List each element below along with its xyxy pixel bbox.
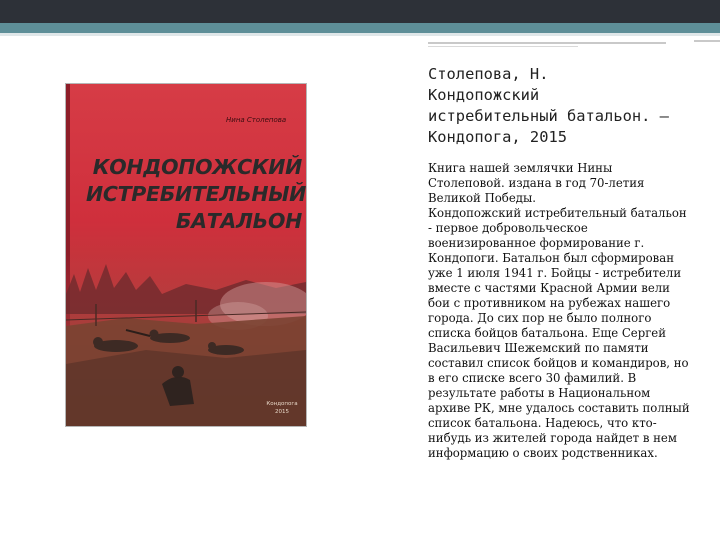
- decorative-rule: [428, 42, 666, 44]
- decorative-rule-short: [428, 46, 578, 47]
- slide-accent-bar: [0, 23, 720, 33]
- book-cover: [66, 84, 306, 426]
- citation-heading: [428, 64, 700, 148]
- cover-title: [86, 154, 306, 235]
- cover-year: 2015: [275, 409, 289, 415]
- book-description: [428, 161, 690, 461]
- decorative-corner-mark: [694, 40, 720, 48]
- cover-place: Кондопога: [266, 401, 298, 407]
- description-paragraph: Книга нашей землячки Нины Столеповой. издана в год 70-летия Великой Победы.: [428, 161, 645, 205]
- slide-top-bar: [0, 0, 720, 23]
- description-paragraph: Кондопожский истребительный батальон - первое добровольческое военизированное формирование г. Кондопоги. Батальон был сформирован уже 1 июля 1941 г. Бойцы - истребители вместе с частями Красной Армии вели бои с противником на рубежах нашего города. До сих пор не было полного списка бойцов батальона. Еще Сергей Васильевич Шежемский по памяти составил список бойцов и командиров, но в его списке всего 30 фамилий. В результате работы в Национальном архиве РК, мне удалось составить полный список батальона. Надеюсь, что кто-нибудь из жителей города найдет в нем информацию о своих родственниках.: [428, 206, 690, 460]
- citation-line: Кондопожский: [428, 86, 540, 104]
- cover-title-line: КОНДОПОЖСКИЙ: [92, 155, 302, 179]
- cover-author: Нина Столепова: [226, 116, 287, 124]
- cover-imprint: [262, 400, 302, 416]
- cover-title-line: БАТАЛЬОН: [175, 209, 302, 233]
- citation-line: истребительный батальон. –: [428, 107, 669, 125]
- cover-title-line: ИСТРЕБИТЕЛЬНЫЙ: [86, 182, 306, 206]
- citation-line: Столепова, Н.: [428, 65, 549, 83]
- slide-accent-line: [0, 33, 720, 36]
- citation-line: Кондопога, 2015: [428, 128, 567, 146]
